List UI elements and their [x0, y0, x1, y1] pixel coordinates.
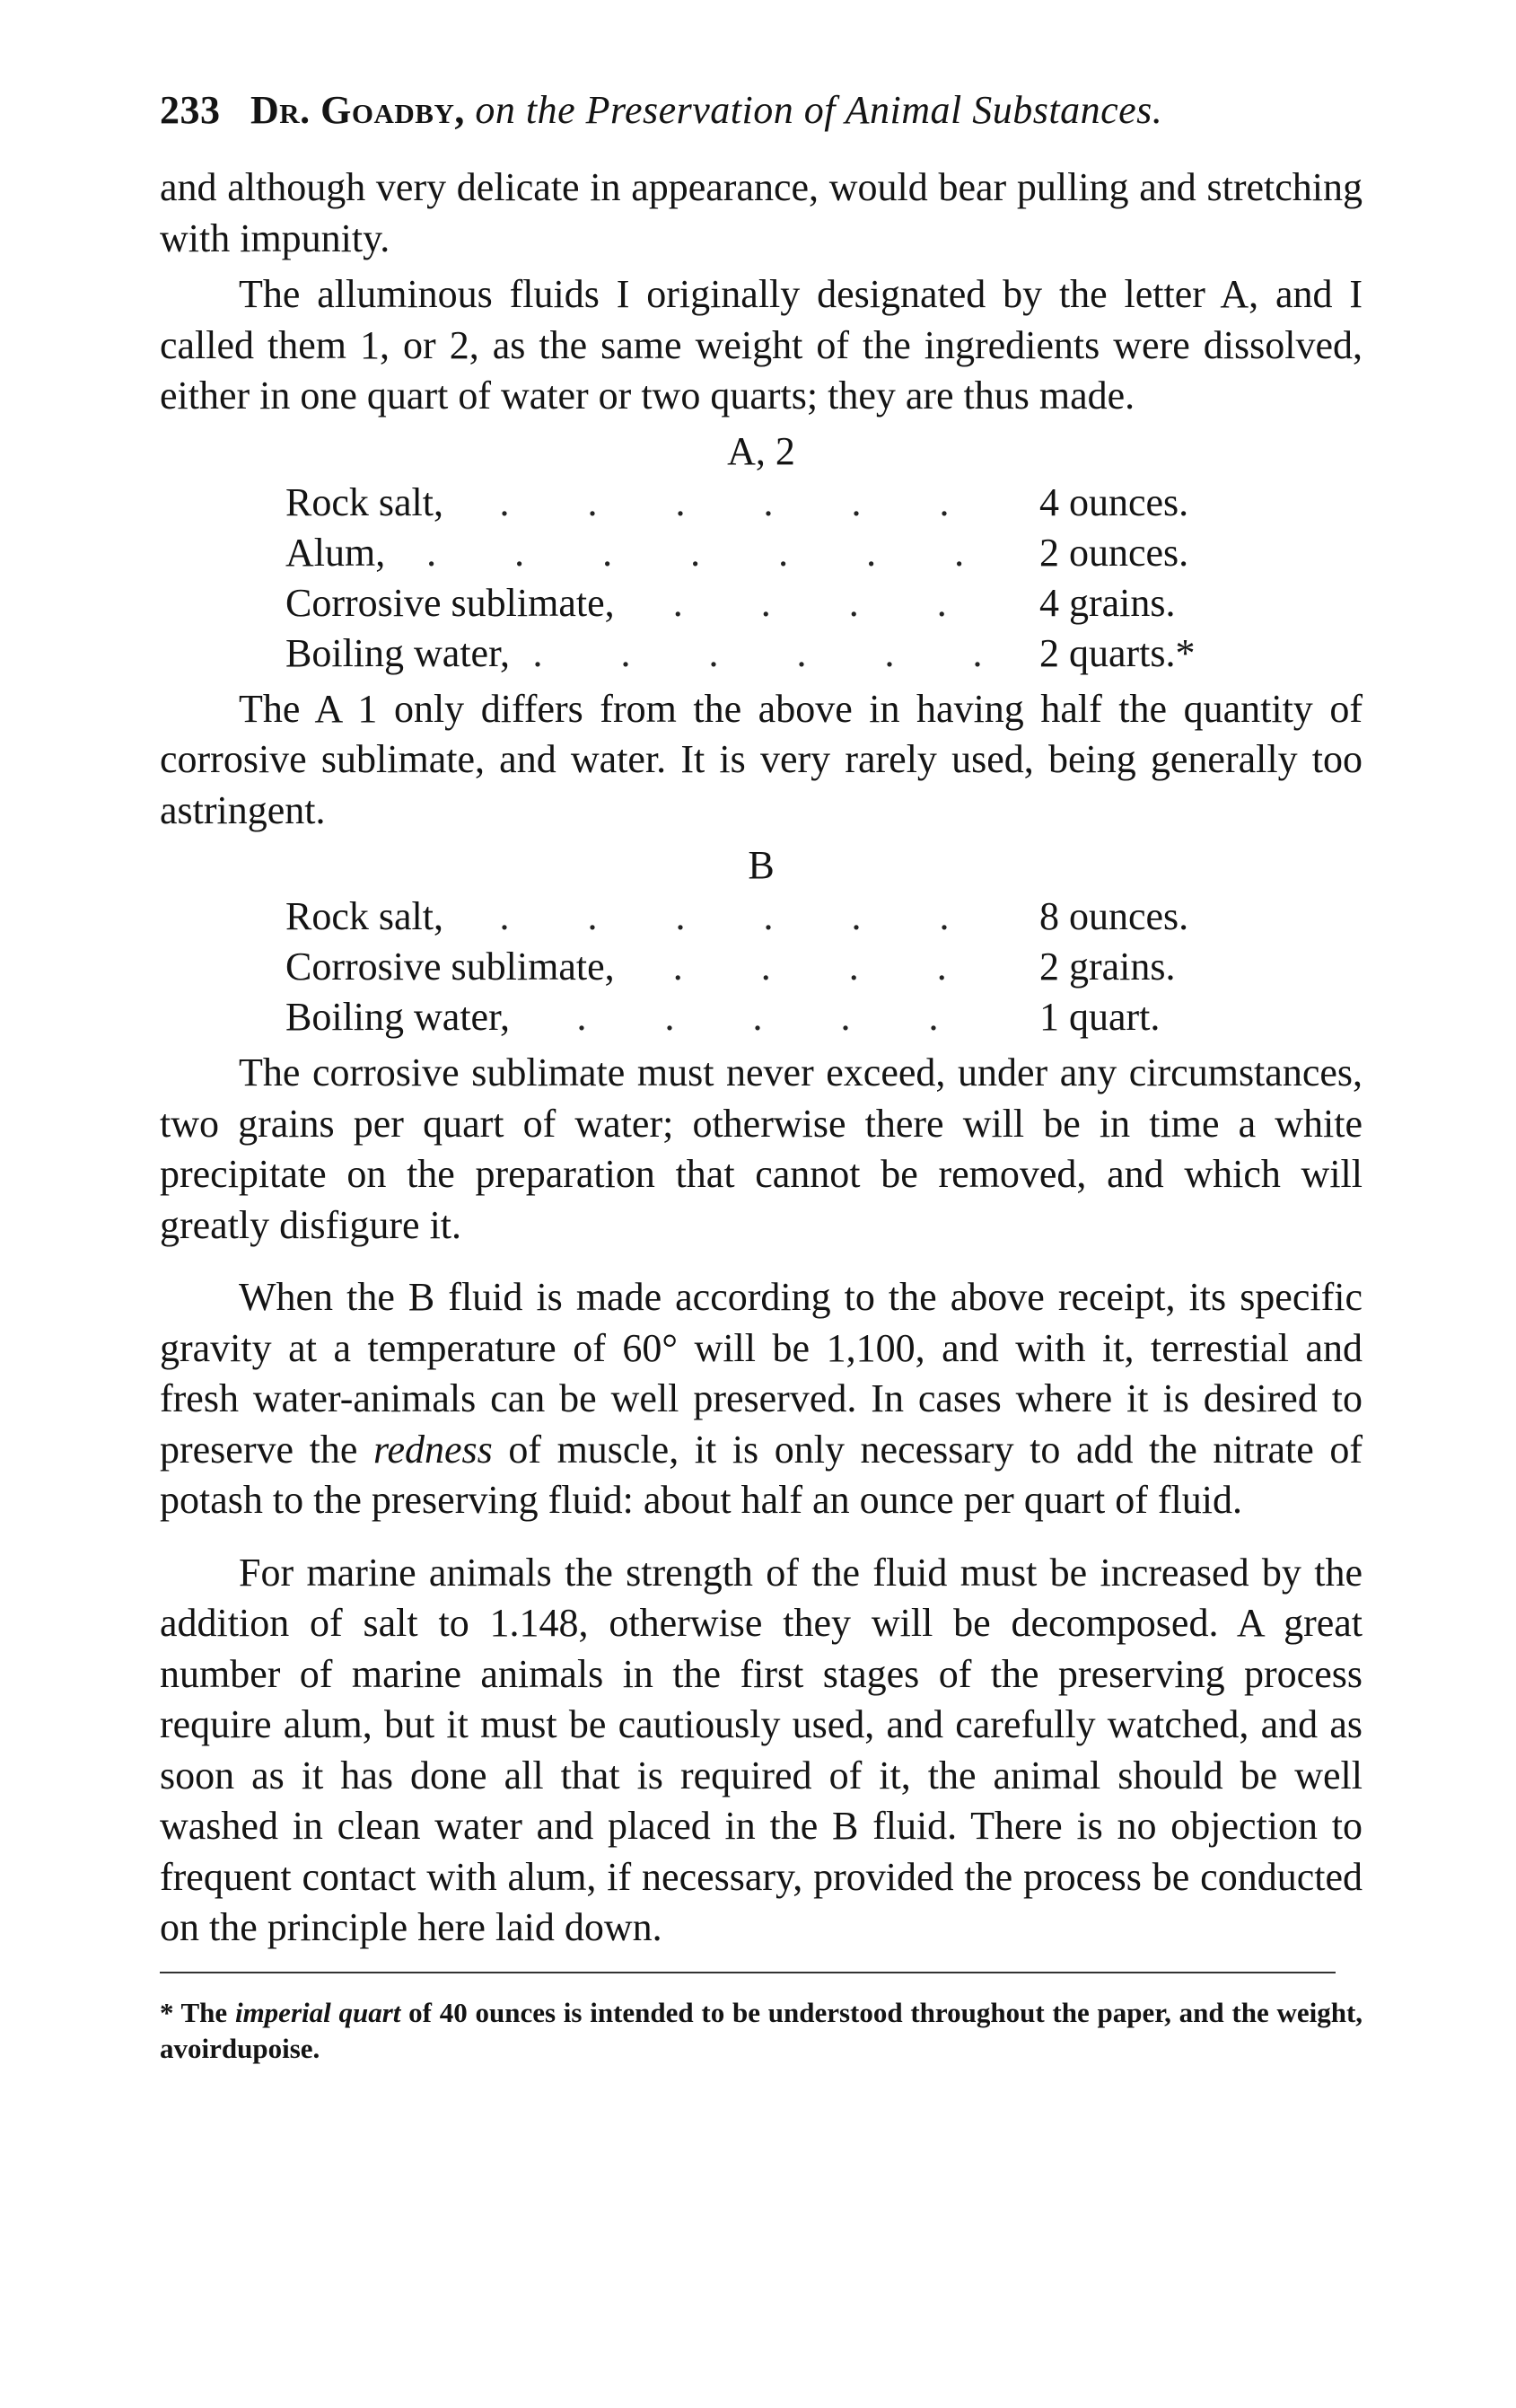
dot-leader: . . . . . . [499, 894, 984, 938]
running-head [160, 85, 1363, 136]
recipe-row [285, 992, 1237, 1042]
footnote-divider [160, 1972, 1336, 1973]
paragraph-5 [160, 1272, 1363, 1526]
dot-leader: . . . . [672, 580, 981, 625]
paragraph-5-text-before: When the B fluid is made according to the above receipt, its specific gravity at a temperature of 60° will be 1,100, and with it, terrestial and fresh water-animals can be well preserved. In cases where it is desired to preserve the [160, 1275, 1363, 1472]
recipe-ingredient: Corrosive sublimate, [285, 945, 615, 989]
dot-leader: . . . . . . . [426, 530, 999, 575]
running-head-title: on the Preservation of Animal Substances. [475, 88, 1163, 132]
document-page [160, 85, 1363, 2357]
recipe-ingredient: Rock salt, [285, 894, 443, 938]
dot-leader: . . . . . . [532, 630, 1017, 675]
running-head-author: Dr. Goadby, [250, 88, 465, 132]
paragraph-1: and although very delicate in appearance, would bear pulling and stretching with impunity. [160, 165, 1363, 260]
footnote [160, 1995, 1363, 2067]
recipe-ingredient: Boiling water, [285, 630, 510, 675]
recipe-b-table [285, 892, 1237, 1042]
recipe-amount: 2 quarts.* [1039, 630, 1196, 675]
recipe-a2-heading: A, 2 [727, 428, 795, 473]
recipe-ingredient: Alum, [285, 530, 386, 575]
emphasis-redness: redness [372, 1427, 493, 1472]
recipe-a2-table [285, 478, 1237, 679]
paragraph-3: The A 1 only differs from the above in having half the quantity of corrosive sublimate, and water. It is very rarely used, being generally too astringent. [160, 686, 1363, 832]
footnote-mark: * [160, 1996, 174, 2028]
footnote-emphasis: imperial quart [234, 1996, 401, 2028]
recipe-row [285, 578, 1237, 628]
recipe-amount: 2 grains. [1039, 945, 1176, 989]
recipe-b-heading: B [748, 843, 775, 887]
recipe-amount: 2 ounces. [1039, 530, 1189, 575]
paragraph-2: The alluminous fluids I originally designated by the letter A, and I called them 1, or 2, as the same weight of the ingredients were dissolved, either in one quart of water or two quarts; they are thus made. [160, 272, 1363, 417]
recipe-row [285, 628, 1237, 679]
recipe-row [285, 528, 1237, 578]
recipe-amount: 1 quart. [1039, 995, 1161, 1039]
recipe-row [285, 942, 1237, 992]
dot-leader: . . . . . . [499, 479, 984, 524]
recipe-ingredient: Corrosive sublimate, [285, 580, 615, 625]
recipe-row [285, 892, 1237, 942]
recipe-amount: 8 ounces. [1039, 894, 1189, 938]
footnote-text-before: The [180, 1996, 228, 2028]
dot-leader: . . . . . [576, 995, 973, 1039]
recipe-ingredient: Rock salt, [285, 479, 443, 524]
footnote-text-after: of 40 ounces is intended to be understood throughout the paper, and the weight, avoirdupoise. [160, 1996, 1363, 2064]
page-number: 233 [160, 88, 221, 132]
paragraph-4: The corrosive sublimate must never exceed, under any circumstances, two grains per quart of water; otherwise there will be in time a white precipitate on the preparation that cannot be removed, and which will greatly disfigure it. [160, 1050, 1363, 1247]
paragraph-6: For marine animals the strength of the fluid must be increased by the addition of salt to 1.148, otherwise they will be decomposed. A great number of marine animals in the first stages of the preserving process require alum, but it must be cautiously used, and carefully watched, and as soon as it has done all that is required of it, the animal should be well washed in clean water and placed in the B fluid. There is no objection to frequent contact with alum, if necessary, provided the process be conducted on the principle here laid down. [160, 1550, 1363, 1949]
recipe-amount: 4 grains. [1039, 580, 1176, 625]
recipe-amount: 4 ounces. [1039, 479, 1189, 524]
paragraph-5-text-after: of muscle, it is only necessary to add the nitrate of potash to the preserving fluid: about half an ounce per quart of fluid. [160, 1427, 1363, 1522]
recipe-row [285, 478, 1237, 528]
dot-leader: . . . . [672, 945, 981, 989]
recipe-ingredient: Boiling water, [285, 995, 510, 1039]
